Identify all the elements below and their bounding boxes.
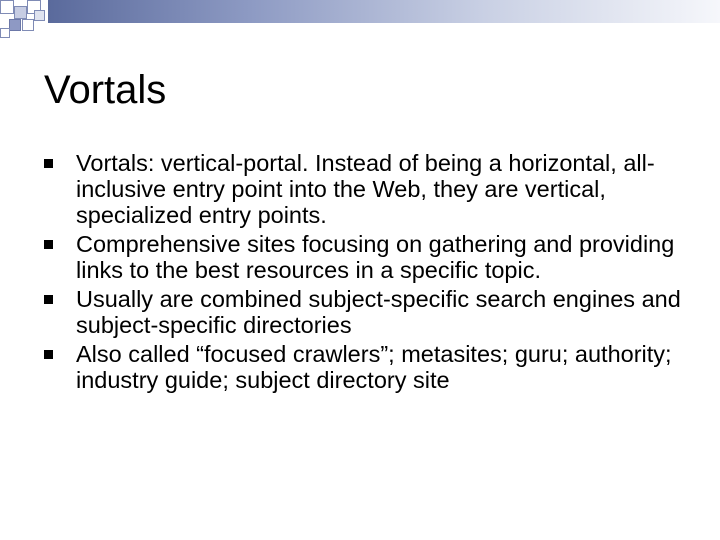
corner-squares-decoration — [0, 0, 48, 48]
bullet-body: Also called “focused crawlers”; metasites; guru; authority; industry guide; subject directory site — [76, 341, 672, 393]
bullet-text — [76, 150, 684, 228]
bullet-list — [44, 150, 684, 396]
square-bullet-icon — [44, 159, 53, 168]
bullet-text — [76, 231, 684, 283]
decor-square — [34, 10, 45, 21]
bullet-body: Comprehensive sites focusing on gathering and providing links to the best resources in a specific topic. — [76, 231, 675, 283]
decor-square — [14, 6, 27, 19]
bullet-text — [76, 286, 684, 338]
square-bullet-icon — [44, 240, 53, 249]
slide-title: Vortals — [44, 68, 167, 112]
header-gradient-band — [48, 0, 720, 23]
decor-square — [0, 0, 14, 14]
bullet-item — [44, 341, 684, 393]
bullet-text — [76, 341, 684, 393]
bullet-lead: Vortals: — [76, 150, 155, 176]
bullet-item — [44, 286, 684, 338]
decor-square — [0, 28, 10, 38]
square-bullet-icon — [44, 295, 53, 304]
square-bullet-icon — [44, 350, 53, 359]
bullet-item — [44, 231, 684, 283]
bullet-item — [44, 150, 684, 228]
bullet-body: vertical-portal. Instead of being a horizontal, all-inclusive entry point into the Web, they are vertical, specialized entry points. — [76, 150, 655, 228]
bullet-body: Usually are combined subject-specific search engines and subject-specific directories — [76, 286, 681, 338]
decor-square — [9, 19, 21, 31]
decor-square — [22, 19, 34, 31]
